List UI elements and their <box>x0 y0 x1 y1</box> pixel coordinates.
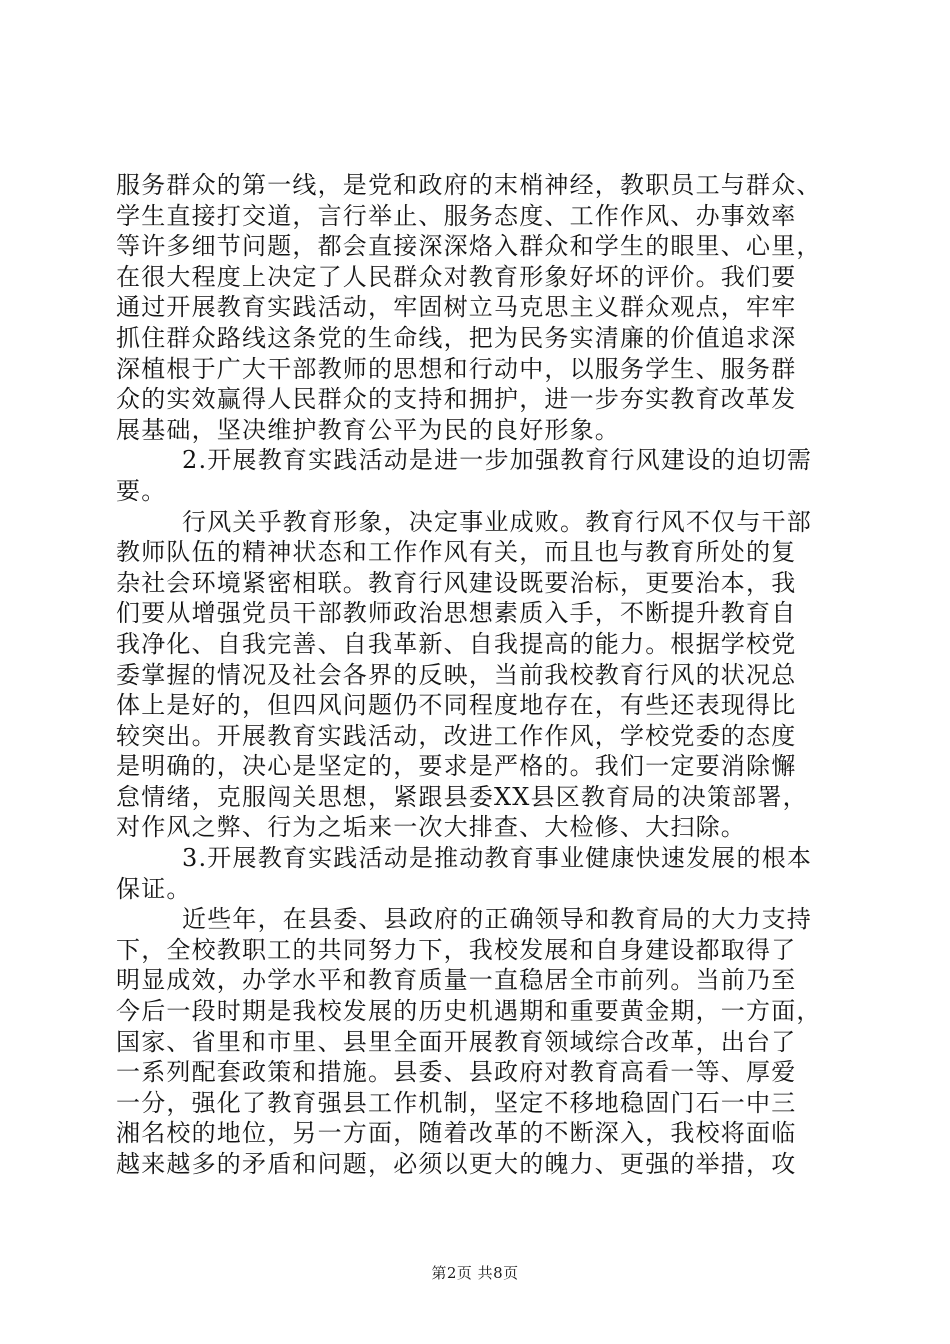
text-line: 一分，强化了教育强县工作机制，坚定不移地稳固门石一中三 <box>116 1088 797 1117</box>
text-line: 国家、省里和市里、县里全面开展教育领域综合改革，出台了 <box>116 1027 797 1056</box>
text-line: 明显成效，办学水平和教育质量一直稳居全市前列。当前乃至 <box>116 966 797 995</box>
text-line: 湘名校的地位，另一方面，随着改革的不断深入，我校将面临 <box>116 1119 797 1148</box>
text-line: 在很大程度上决定了人民群众对教育形象好坏的评价。我们要 <box>116 262 797 291</box>
text-line: 越来越多的矛盾和问题，必须以更大的魄力、更强的举措，攻 <box>116 1150 797 1178</box>
text-line: 深植根于广大干部教师的思想和行动中，以服务学生、服务群 <box>116 354 797 383</box>
text-line: 杂社会环境紧密相联。教育行风建设既要治标，更要治本，我 <box>116 568 797 597</box>
text-line: 今后一段时期是我校发展的历史机遇期和重要黄金期，一方面， <box>116 997 822 1026</box>
text-line: 对作风之弊、行为之垢来一次大排查、大检修、大扫除。 <box>116 813 746 842</box>
document-body <box>116 170 836 1180</box>
text-line: 委掌握的情况及社会各界的反映，当前我校教育行风的状况总 <box>116 660 797 689</box>
text-line: 服务群众的第一线，是党和政府的末梢神经，教职员工与群众、 <box>116 171 822 199</box>
text-line: 较突出。开展教育实践活动，改进工作作风，学校党委的态度 <box>116 721 797 750</box>
text-line: 是明确的，决心是坚定的，要求是严格的。我们一定要消除懈 <box>116 752 797 781</box>
text-line: 展基础，坚决维护教育公平为民的良好形象。 <box>116 415 620 444</box>
text-line: 体上是好的，但四风问题仍不同程度地存在，有些还表现得比 <box>116 691 797 720</box>
text-line: 我净化、自我完善、自我革新、自我提高的能力。根据学校党 <box>116 629 797 658</box>
text-line: 下，全校教职工的共同努力下，我校发展和自身建设都取得了 <box>116 935 797 964</box>
text-line: 通过开展教育实践活动，牢固树立马克思主义群众观点，牢牢 <box>116 293 797 322</box>
text-line: 保证。 <box>116 874 192 903</box>
text-line: 教师队伍的精神状态和工作作风有关，而且也与教育所处的复 <box>116 538 797 567</box>
text-line: 抓住群众路线这条党的生命线，把为民务实清廉的价值追求深 <box>116 323 797 352</box>
text-line: 们要从增强党员干部教师政治思想素质入手，不断提升教育自 <box>116 599 797 628</box>
text-line: 众的实效赢得人民群众的支持和拥护，进一步夯实教育改革发 <box>116 385 797 414</box>
page-footer: 第2页 共8页 <box>431 1264 519 1282</box>
text-line: 一系列配套政策和措施。县委、县政府对教育高看一等、厚爱 <box>116 1058 797 1087</box>
text-line: 怠情绪，克服闯关思想，紧跟县委XX县区教育局的决策部署， <box>116 782 808 811</box>
text-line: 3.开展教育实践活动是推动教育事业健康快速发展的根本 <box>182 844 813 873</box>
text-line: 等许多细节问题，都会直接深深烙入群众和学生的眼里、心里， <box>116 232 822 261</box>
text-line: 近些年，在县委、县政府的正确领导和教育局的大力支持 <box>182 905 812 934</box>
text-line: 2.开展教育实践活动是进一步加强教育行风建设的迫切需 <box>182 446 813 475</box>
text-line: 要。 <box>116 476 167 505</box>
text-line: 学生直接打交道，言行举止、服务态度、工作作风、办事效率 <box>116 201 797 230</box>
text-line: 行风关乎教育形象，决定事业成败。教育行风不仅与干部 <box>182 507 812 536</box>
